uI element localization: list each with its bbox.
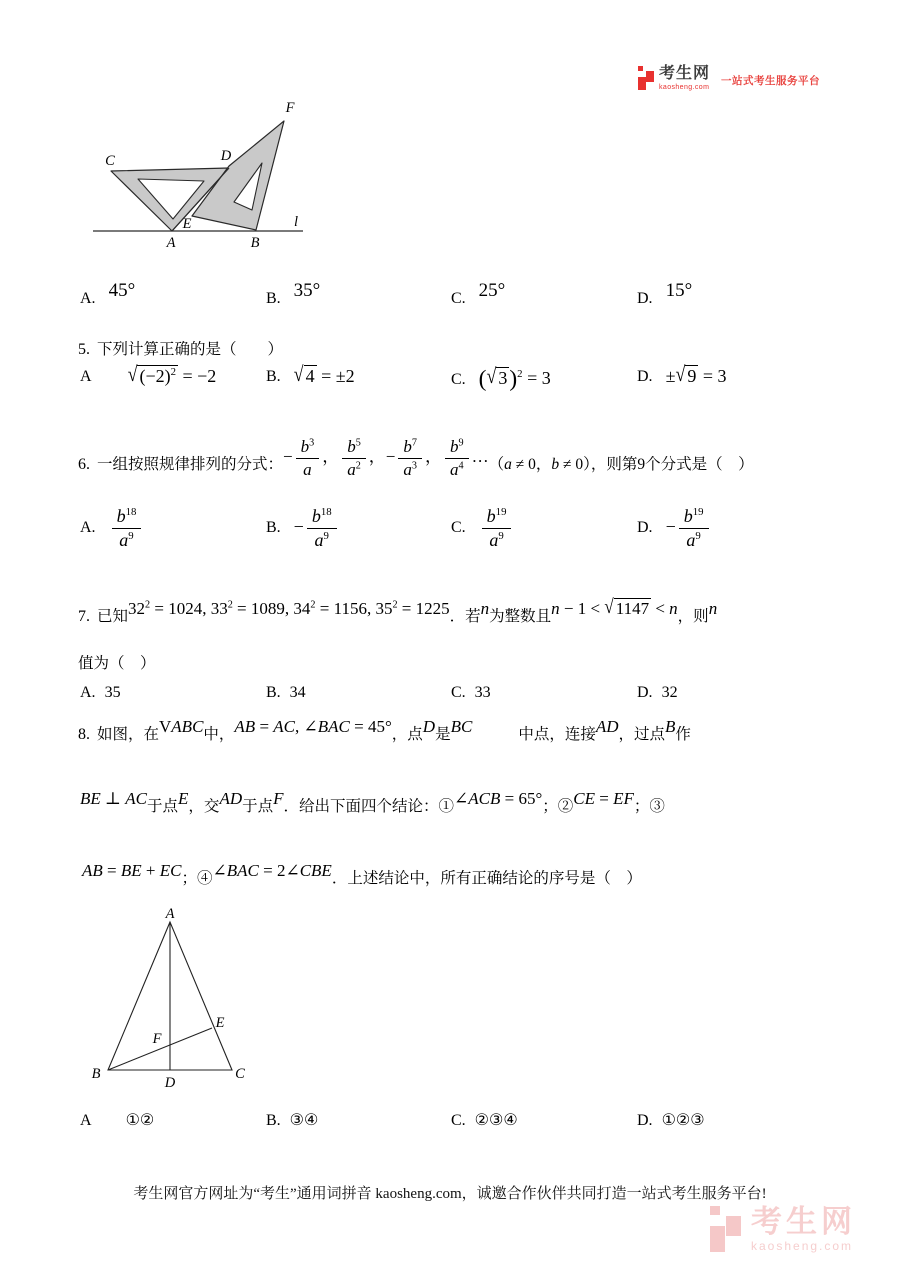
vertex-label-A: A <box>166 235 176 251</box>
option-value: ①②③ <box>661 1112 705 1129</box>
option-label: A. <box>80 519 96 537</box>
q5-stem-text: 下列计算正确的是（ ） <box>97 341 284 358</box>
logo-tagline: 一站式考生服务平台 <box>721 75 821 87</box>
option-label: D. <box>637 1112 653 1129</box>
vertex-label-D: D <box>164 1075 176 1091</box>
watermark-logo <box>710 1206 856 1253</box>
q7-option-d <box>637 684 678 702</box>
q6-option-d <box>637 506 712 550</box>
kaosheng-logo-icon <box>638 66 655 90</box>
option-label: D. <box>637 684 653 701</box>
q8-option-c <box>451 1110 518 1130</box>
q5-stem <box>78 337 283 359</box>
option-label: B. <box>266 1112 281 1129</box>
q7-stem-line2: 值为（ ） <box>78 655 156 672</box>
watermark-text-block <box>751 1206 856 1253</box>
option-value: 35° <box>293 280 321 301</box>
q8-option-b <box>266 1110 318 1130</box>
q8-option-a <box>80 1110 154 1130</box>
question-number: 8. <box>78 726 90 743</box>
question-number: 5. <box>78 341 90 358</box>
q6-option-a <box>80 506 144 550</box>
vertex-label-C: C <box>235 1066 245 1082</box>
q8-line1-text: 如图，在VABC中，AB = AC, ∠BAC = 45°，点D是BC 中点，连接AD，过点B作 <box>97 717 691 743</box>
footer-text: 考生网官方网址为“考生”通用词拼音 kaosheng.com，诚邀合作伙伴共同打造一站式考生服务平台! <box>133 1186 767 1202</box>
q6-option-c <box>451 506 514 550</box>
q7-option-b <box>266 684 306 702</box>
option-label: C. <box>451 370 466 388</box>
vertex-label-F: F <box>152 1031 162 1047</box>
option-label: D. <box>637 367 653 385</box>
q8-stem-line2: BE ⊥ AC于点E，交AD于点F．给出下面四个结论：①∠ACB = 65°；②CE = EF；③ <box>80 789 665 815</box>
q5-option-c <box>451 366 551 393</box>
option-label: A. <box>80 290 96 307</box>
option-value: 15° <box>665 280 693 301</box>
option-label: C. <box>451 290 466 307</box>
option-value: ①② <box>125 1112 155 1129</box>
option-value: 35 <box>104 684 121 701</box>
q6-option-b <box>266 506 340 550</box>
option-formula: − $\frac{b^{19}}{a^9}$ <box>666 506 712 550</box>
q4-option-c <box>451 280 505 308</box>
option-formula: √ $(-2)^2 = -2$ <box>127 362 217 386</box>
vertex-label-F: F <box>285 100 295 116</box>
option-label: B. <box>266 519 281 537</box>
option-label: C. <box>451 1112 466 1129</box>
logo-name: 考生网 <box>659 65 711 82</box>
q6-stem <box>78 437 754 486</box>
q5-option-a <box>80 362 217 387</box>
q4-option-b <box>266 280 320 308</box>
option-formula: $\frac{b^{19}}{a^9}$ <box>479 506 515 550</box>
q7-option-a <box>80 684 121 702</box>
header-logo <box>638 66 820 91</box>
option-formula: √ 4 = ±2 <box>293 362 355 386</box>
option-label: B. <box>266 367 281 385</box>
vertex-label-E: E <box>182 216 192 232</box>
q7-option-c <box>451 684 491 702</box>
question-number: 7. <box>78 608 90 625</box>
vertex-label-D: D <box>220 148 232 164</box>
option-label: A <box>80 367 92 385</box>
q4-option-d <box>637 280 692 308</box>
option-label: B. <box>266 684 281 701</box>
option-formula: (√ 3)$^2$ = 3 <box>478 364 551 392</box>
option-value: 34 <box>289 684 306 701</box>
option-label: D. <box>637 290 653 307</box>
option-value: ②③④ <box>474 1112 518 1129</box>
vertex-label-B: B <box>250 235 260 251</box>
option-formula: $\frac{b^{18}}{a^9}$ <box>109 506 145 550</box>
logo-text-block <box>659 66 710 91</box>
q4-option-a <box>80 280 135 308</box>
figure-set-squares <box>85 95 315 255</box>
vertex-label-C: C <box>105 153 115 169</box>
option-value: 33 <box>474 684 491 701</box>
option-value: ③④ <box>289 1112 319 1129</box>
q8-option-d <box>637 1110 705 1130</box>
option-label: C. <box>451 519 466 537</box>
vertex-label-A: A <box>165 906 175 922</box>
q7-stem-line1 <box>78 595 718 626</box>
logo-domain: kaosheng.com <box>659 83 710 91</box>
option-formula: − $\frac{b^{18}}{a^9}$ <box>294 506 340 550</box>
q5-option-b <box>266 362 355 387</box>
option-value: 45° <box>108 280 136 301</box>
option-label: A. <box>80 684 96 701</box>
watermark-domain: kaosheng.com <box>751 1239 854 1253</box>
option-value: 25° <box>478 280 506 301</box>
vertex-label-E: E <box>215 1015 225 1031</box>
option-value: 32 <box>661 684 678 701</box>
question-number: 6. <box>78 455 90 473</box>
vertex-label-B: B <box>91 1066 101 1082</box>
watermark-name: 考生网 <box>751 1204 856 1239</box>
q8-stem-line1 <box>78 717 691 744</box>
line-label-l: l <box>293 214 299 230</box>
option-formula: ±√ 9 = 3 <box>665 362 727 386</box>
q7-stem-text: 已知$32^2 = 1024$, $33^2 = 1089$, $34^2 = 1156$, $35^2 = 1225$．若n为整数且n − 1 < √ 1147 < n，则n <box>97 595 718 625</box>
option-label: B. <box>266 290 281 307</box>
option-label: C. <box>451 684 466 701</box>
figure-triangle-abc <box>80 905 255 1095</box>
q8-stem-line3: AB = BE + EC；④∠BAC = 2∠CBE．上述结论中，所有正确结论的序号是（ ） <box>82 861 642 887</box>
q5-option-d <box>637 362 727 387</box>
watermark-logo-icon <box>710 1206 743 1252</box>
option-label: A <box>80 1112 92 1129</box>
q6-stem-text: 一组按照规律排列的分式：− $\frac{b^3}{a}$ ， $\frac{b^5}{a^2}$ ，− $\frac{b^7}{a^3}$ ， $\frac{b^9}{a^4}$ …（a ≠ 0，b ≠ 0），则第9个分式是（ ） <box>97 437 754 479</box>
option-label: D. <box>637 519 653 537</box>
